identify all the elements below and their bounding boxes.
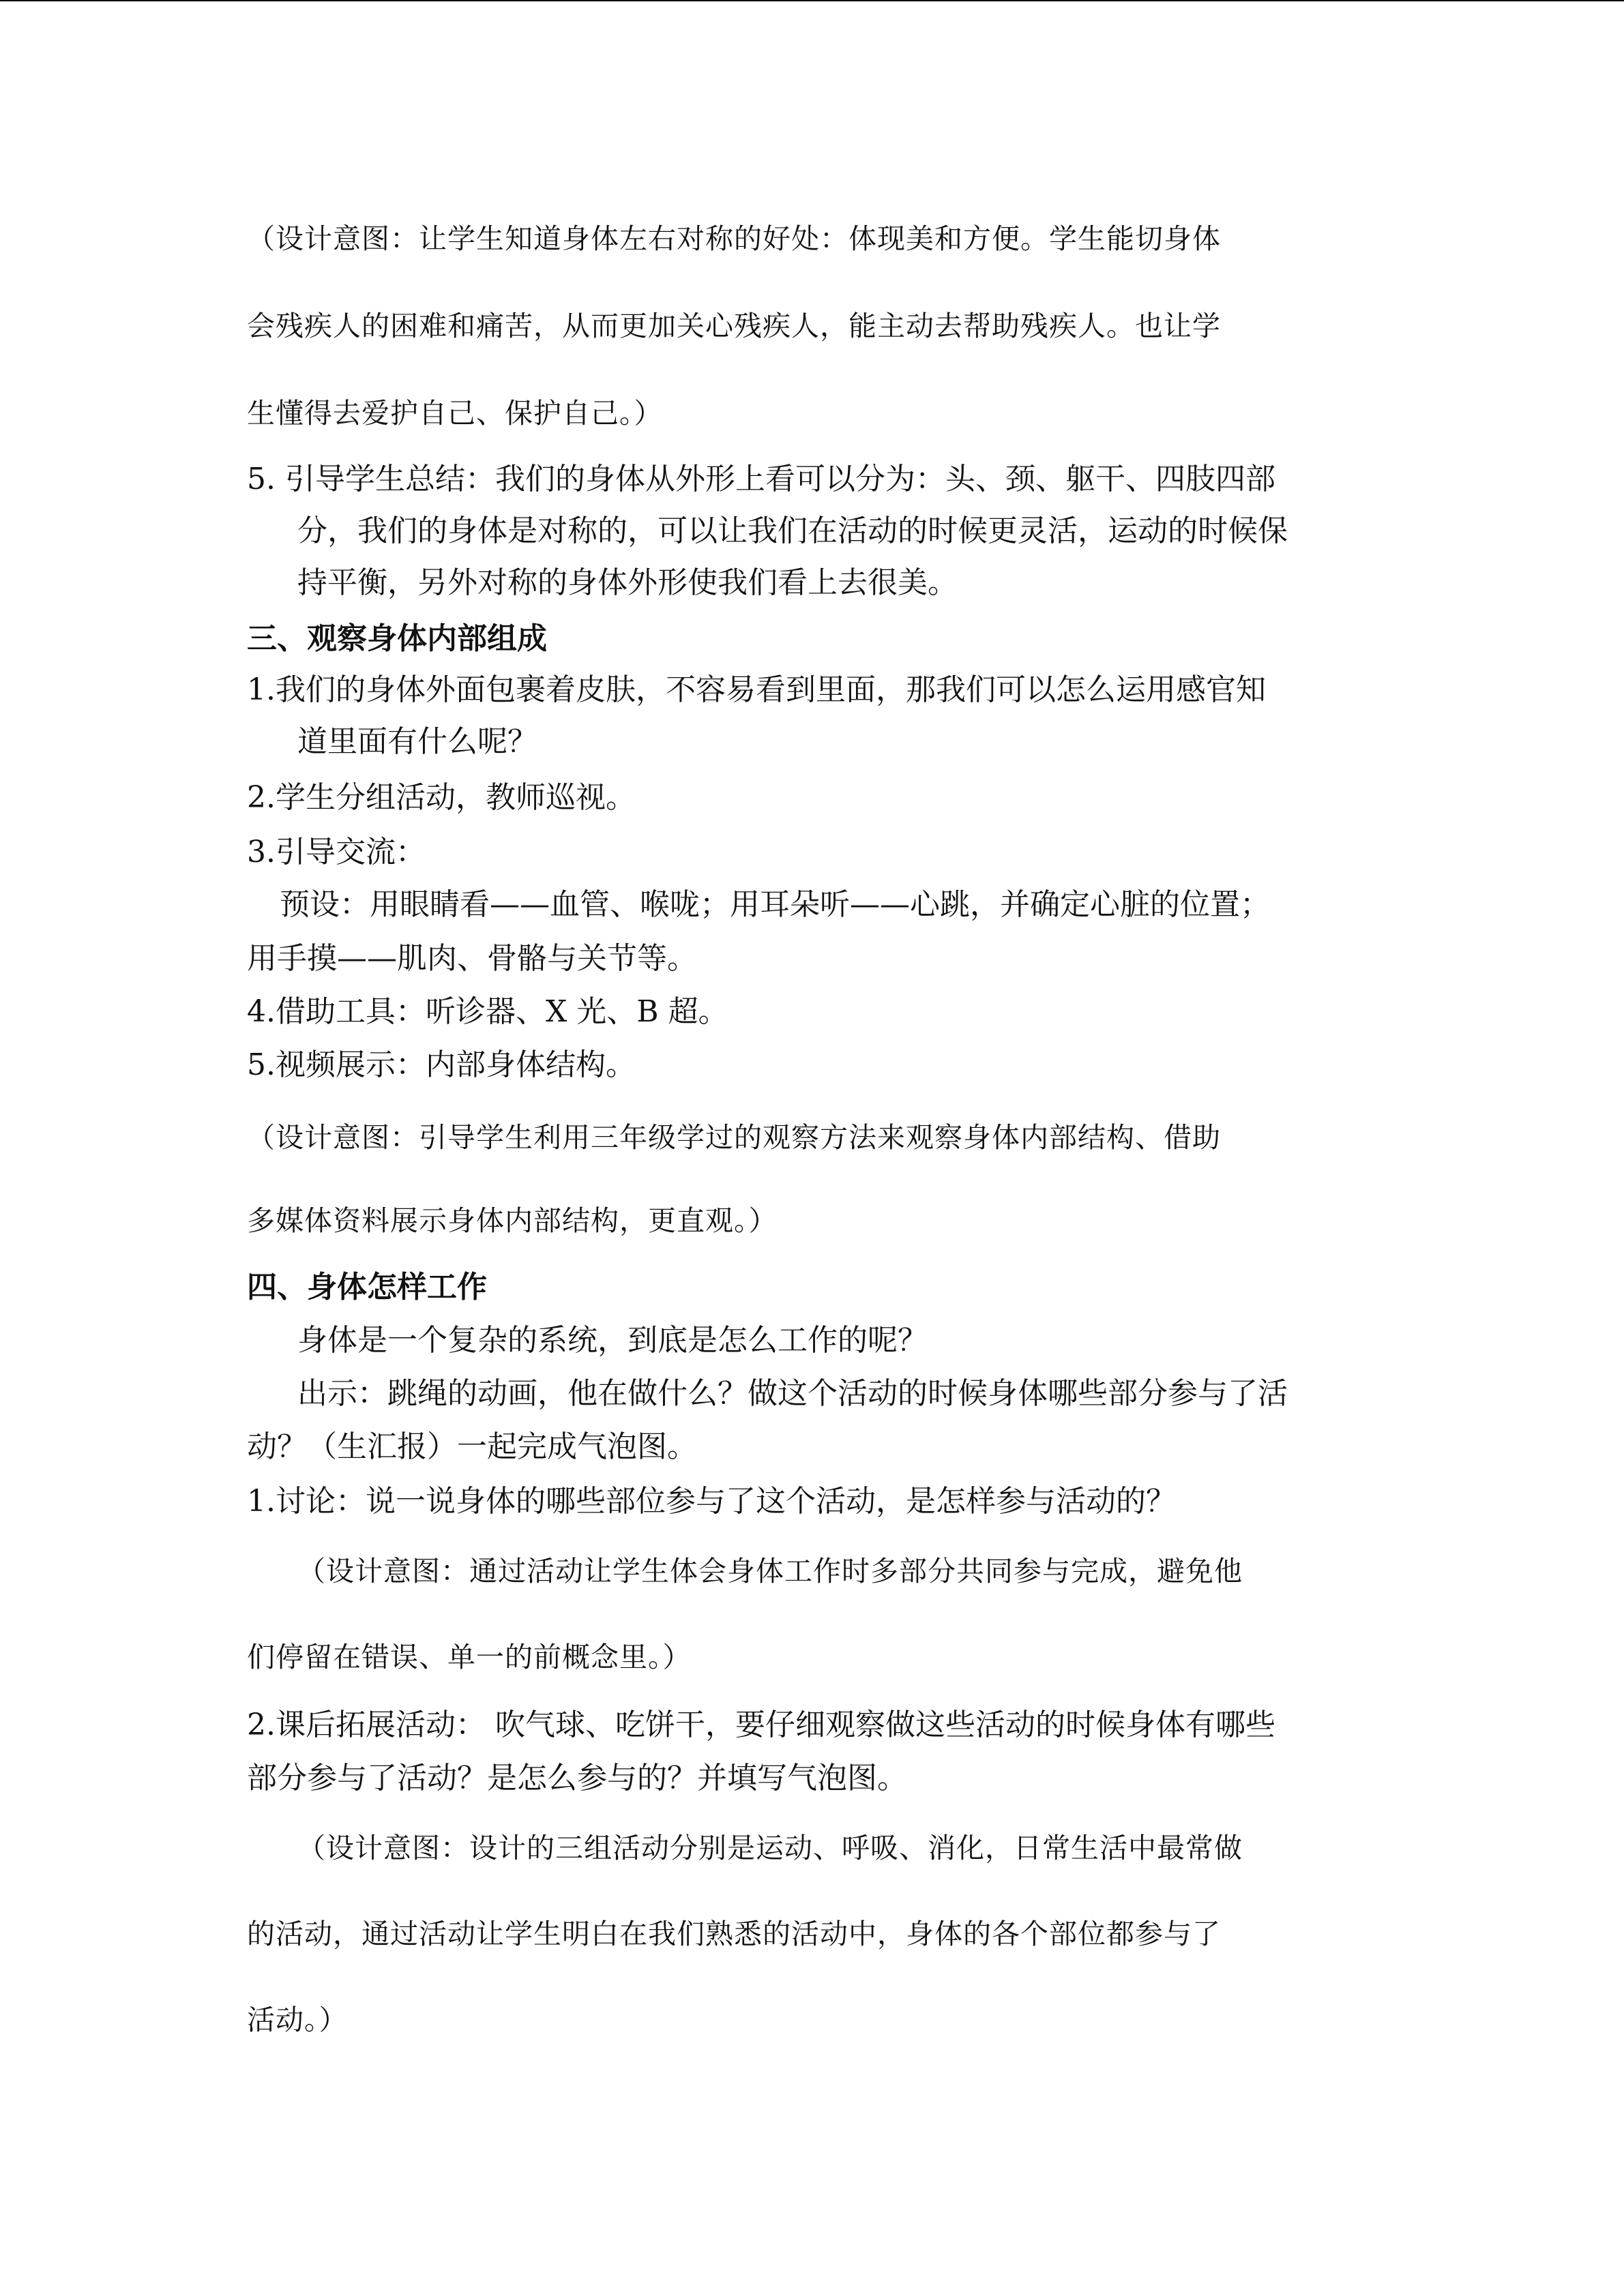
paragraph-line: 出示：跳绳的动画，他在做什么？做这个活动的时候身体哪些部分参与了活: [297, 1376, 1288, 1411]
paragraph-line: 预设：用眼睛看——血管、喉咙；用耳朵听——心跳，并确定心脏的位置；: [280, 887, 1270, 922]
paragraph-line: 动？（生汇报）一起完成气泡图。: [247, 1429, 697, 1464]
section-heading: 四、身体怎样工作: [247, 1270, 487, 1304]
paragraph-line: 用手摸——肌肉、骨骼与关节等。: [247, 941, 697, 976]
design-intent-line: 生懂得去爱护自己、保护自己。）: [247, 397, 663, 430]
design-intent-line: （设计意图：通过活动让学生体会身体工作时多部分共同参与完成，避免他: [297, 1555, 1243, 1587]
design-intent-line: 多媒体资料展示身体内部结构，更直观。）: [247, 1204, 778, 1237]
numbered-item: 2.课后拓展活动： 吹气球、吃饼干，要仔细观察做这些活动的时候身体有哪些: [247, 1708, 1275, 1742]
numbered-item-continuation: 持平衡，另外对称的身体外形使我们看上去很美。: [297, 565, 958, 600]
design-intent-line: 们停留在错误、单一的前概念里。）: [247, 1641, 692, 1673]
numbered-item: 3.引导交流：: [247, 835, 426, 869]
design-intent-line: （设计意图：让学生知道身体左右对称的好处：体现美和方便。学生能切身体: [247, 222, 1221, 255]
numbered-item: 2.学生分组活动，教师巡视。: [247, 780, 636, 815]
numbered-item: 5. 引导学生总结：我们的身体从外形上看可以分为：头、颈、躯干、四肢四部: [247, 462, 1275, 496]
numbered-item: 4.借助工具：听诊器、X 光、B 超。: [247, 994, 728, 1029]
design-intent-line: 的活动，通过活动让学生明白在我们熟悉的活动中，身体的各个部位都参与了: [247, 1918, 1221, 1950]
design-intent-line: 活动。）: [247, 2003, 348, 2036]
page-top-border: [0, 0, 1624, 1]
design-intent-line: （设计意图：引导学生利用三年级学过的观察方法来观察身体内部结构、借助: [247, 1121, 1221, 1154]
numbered-item: 5.视频展示：内部身体结构。: [247, 1047, 636, 1082]
numbered-item-continuation: 道里面有什么呢？: [297, 724, 537, 759]
section-heading: 三、观察身体内部组成: [247, 621, 547, 656]
design-intent-line: 会残疾人的困难和痛苦，从而更加关心残疾人，能主动去帮助残疾人。也让学: [247, 310, 1221, 342]
numbered-item: 1.讨论：说一说身体的哪些部位参与了这个活动，是怎样参与活动的？: [247, 1484, 1176, 1519]
design-intent-line: （设计意图：设计的三组活动分别是运动、呼吸、消化，日常生活中最常做: [297, 1832, 1243, 1864]
paragraph-line: 身体是一个复杂的系统，到底是怎么工作的呢？: [297, 1323, 928, 1358]
numbered-item-continuation: 部分参与了活动？是怎么参与的？并填写气泡图。: [247, 1761, 907, 1795]
numbered-item-continuation: 分，我们的身体是对称的，可以让我们在活动的时候更灵活，运动的时候保: [297, 513, 1288, 548]
numbered-item: 1.我们的身体外面包裹着皮肤，不容易看到里面，那我们可以怎么运用感官知: [247, 672, 1266, 707]
